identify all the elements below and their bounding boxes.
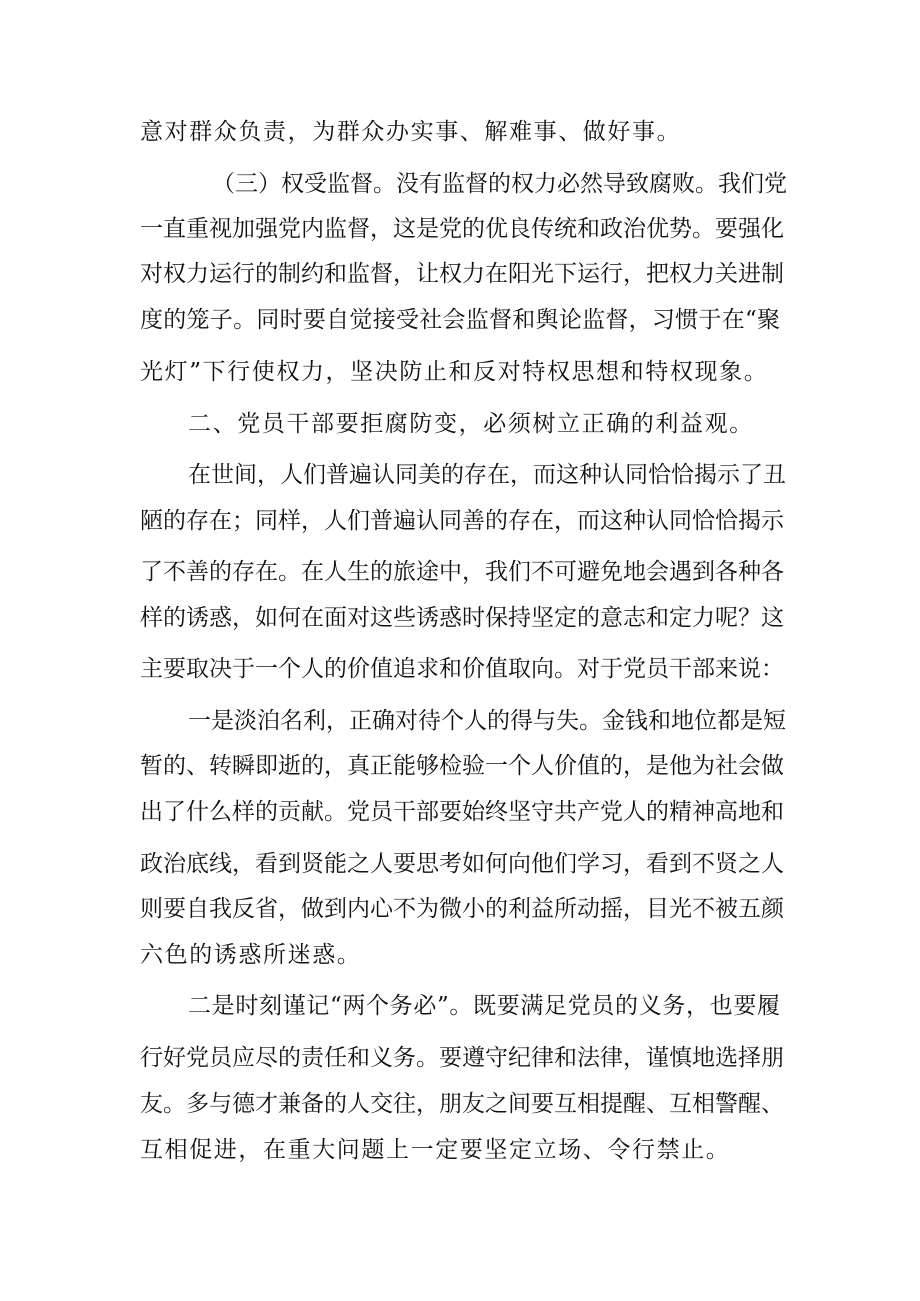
- text-line: 在世间，人们普遍认同美的存在，而这种认同恰恰揭示了丑: [188, 462, 786, 488]
- text-line: 暂的、转瞬即逝的，真正能够检验一个人价值的，是他为社会做: [140, 753, 784, 779]
- text-line: 行好党员应尽的责任和义务。要遵守纪律和法律，谨慎地选择朋: [140, 1045, 784, 1071]
- text-line: 了不善的存在。在人生的旅途中，我们不可避免地会遇到各种各: [140, 559, 784, 585]
- text-line: 样的诱惑，如何在面对这些诱惑时保持坚定的意志和定力呢？这: [140, 605, 784, 631]
- text-line: 度的笼子。同时要自觉接受社会监督和舆论监督，习惯于在“聚: [140, 307, 780, 333]
- text-line: 出了什么样的贡献。党员干部要始终坚守共产党人的精神高地和: [140, 799, 784, 825]
- text-line: 一直重视加强党内监督，这是党的优良传统和政治优势。要强化: [140, 216, 784, 242]
- text-line: 一是淡泊名利，正确对待个人的得与失。金钱和地位都是短: [188, 708, 786, 734]
- text-line: 政治底线，看到贤能之人要思考如何向他们学习，看到不贤之人: [140, 851, 784, 877]
- text-line: 陋的存在；同样，人们普遍认同善的存在，而这种认同恰恰揭示: [140, 508, 784, 534]
- text-line: 对权力运行的制约和监督，让权力在阳光下运行，把权力关进制: [140, 261, 784, 287]
- text-line: 意对群众负责，为群众办实事、解难事、做好事。: [140, 119, 682, 145]
- text-line: （三）权受监督。没有监督的权力必然导致腐败。我们党: [212, 171, 787, 197]
- text-line: 则要自我反省，做到内心不为微小的利益所动摇，目光不被五颜: [140, 896, 784, 922]
- heading-line: 二、党员干部要拒腐防变，必须树立正确的利益观。: [188, 411, 754, 437]
- text-line: 主要取决于一个人的价值追求和价值取向。对于党员干部来说：: [140, 656, 784, 682]
- text-line: 二是时刻谨记“两个务必”。既要满足党员的义务，也要履: [188, 993, 780, 1019]
- text-line: 友。多与德才兼备的人交往，朋友之间要互相提醒、互相警醒、: [140, 1091, 784, 1117]
- text-line: 六色的诱惑所迷惑。: [140, 942, 362, 968]
- text-line: 光灯”下行使权力，坚决防止和反对特权思想和特权现象。: [140, 359, 769, 385]
- text-line: 互相促进，在重大问题上一定要坚定立场、令行禁止。: [140, 1137, 731, 1163]
